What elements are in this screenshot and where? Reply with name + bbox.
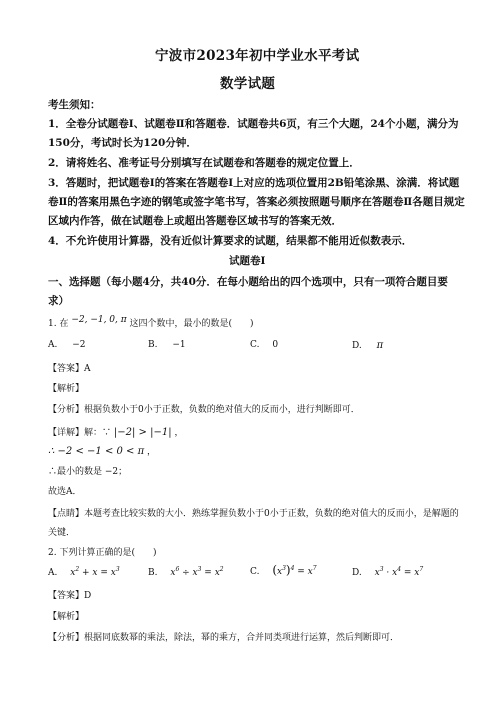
notice-item-4: 4．不允许使用计算器，没有近似计算要求的试题，结果都不能用近似数表示． (48, 235, 413, 247)
q1-detail-inequality-math: ∴ −2 < −1 < 0 < π (48, 446, 145, 457)
q1-detail-prefix: 【详解】解：∵ (48, 428, 112, 438)
q1-stem-math: −2, −1, 0, π (71, 315, 127, 325)
notice-item-2: 2．请将姓名、准考证号分别填写在试题卷和答题卷的规定位置上． (48, 157, 360, 169)
q1-option-b (148, 340, 186, 350)
q2-analysis-heading: 【解析】 (48, 612, 85, 622)
q1-stem-prefix: 1. 在 (48, 319, 69, 329)
section-1-heading-line-2: 求） (48, 295, 69, 307)
q1-option-a-value: −2 (72, 340, 86, 350)
q1-option-c (250, 340, 278, 350)
q1-option-d (352, 340, 383, 351)
q1-detail-math: |−2| > |−1| (113, 427, 172, 438)
q1-option-d-value: π (376, 340, 384, 351)
notice-item-3-line-2: 卷Ⅱ的答案用黑色字迹的钢笔或签字笔书写，答案必须按照题号顺序在答题卷Ⅱ各题目规定 (48, 196, 465, 208)
q2-option-a (48, 566, 120, 578)
section-1-heading-line-1: 一、选择题（每小题4分，共40分．在每小题给出的四个选项中，只有一项符合题目要 (48, 276, 448, 288)
q2-option-b (148, 566, 224, 578)
notice-item-1-line-2: 150分，考试时长为120分钟． (48, 137, 197, 149)
q1-answer: 【答案】A (48, 364, 91, 374)
exam-subtitle: 数学试题 (220, 76, 276, 92)
q1-conclusion: ∴最小的数是 −2； (48, 467, 128, 477)
notice-item-3-line-3: 区域内作答，做在试题卷上或超出答题卷区域书写的答案无效． (48, 215, 342, 227)
q2-answer: 【答案】D (48, 591, 92, 601)
q1-option-c-label: C. (250, 340, 260, 350)
q1-analysis-heading: 【解析】 (48, 384, 85, 394)
q2-option-b-label: B. (148, 568, 158, 578)
q1-comment-line-2: 关键． (48, 528, 76, 538)
notice-item-3-line-1: 3．答题时，把试题卷Ⅰ的答案在答题卷Ⅰ上对应的选项位置用2B铅笔涂黑、涂满．将试题 (48, 177, 460, 189)
q1-option-b-label: B. (148, 340, 158, 350)
q1-option-c-value: 0 (272, 340, 279, 350)
q2-option-c-label: C. (250, 567, 260, 577)
q2-stem: 2. 下列计算正确的是( ) (48, 548, 157, 558)
q2-option-c (250, 563, 317, 577)
notice-heading: 考生须知： (48, 99, 101, 111)
q1-comment-line-1: 【点睛】本题考查比较实数的大小．熟练掌握负数小于0小于正数，负数的绝对值大的反而小，是解题的 (48, 509, 459, 519)
section-title: 试题卷Ⅰ (229, 255, 266, 267)
q1-option-a-label: A. (48, 340, 58, 350)
exam-title: 宁波市2023年初中学业水平考试 (155, 48, 360, 64)
notice-item-1-line-1: 1．全卷分试题卷Ⅰ、试题卷Ⅱ和答题卷．试题卷共6页，有三个大题，24个小题，满分为 (48, 118, 459, 130)
q1-stem-suffix: 这四个数中，最小的数是( ) (129, 319, 254, 329)
q2-option-d-label: D. (352, 568, 362, 578)
q1-detail: 【详解】解：∵ |−2| > |−1| ， (48, 427, 184, 438)
q1-detail-inequality: ∴ −2 < −1 < 0 < π ， (48, 446, 157, 457)
q1-stem (48, 316, 254, 329)
q2-option-a-label: A. (48, 568, 58, 578)
q2-option-b-formula: $x^6 \div x^3 = x^2$ (170, 566, 224, 578)
q1-analysis: 【分析】根据负数小于0小于正数，负数的绝对值大的反而小，进行判断即可． (48, 405, 360, 415)
q1-option-a (48, 340, 86, 350)
q1-option-b-value: −1 (172, 340, 186, 350)
q2-option-a-formula: $x^2 + x = x^3$ (70, 566, 120, 578)
q1-option-d-label: D. (352, 341, 362, 351)
q2-analysis: 【分析】根据同底数幂的乘法，除法，幂的乘方，合并同类项进行运算，然后判断即可． (48, 633, 400, 643)
q2-option-d (352, 566, 423, 578)
q2-option-d-formula: $x^3 \cdot x^4 = x^7$ (374, 566, 424, 578)
q1-choice: 故选A． (48, 487, 82, 497)
q2-option-c-formula: $(x^3)^4 = x^7$ (272, 563, 317, 577)
